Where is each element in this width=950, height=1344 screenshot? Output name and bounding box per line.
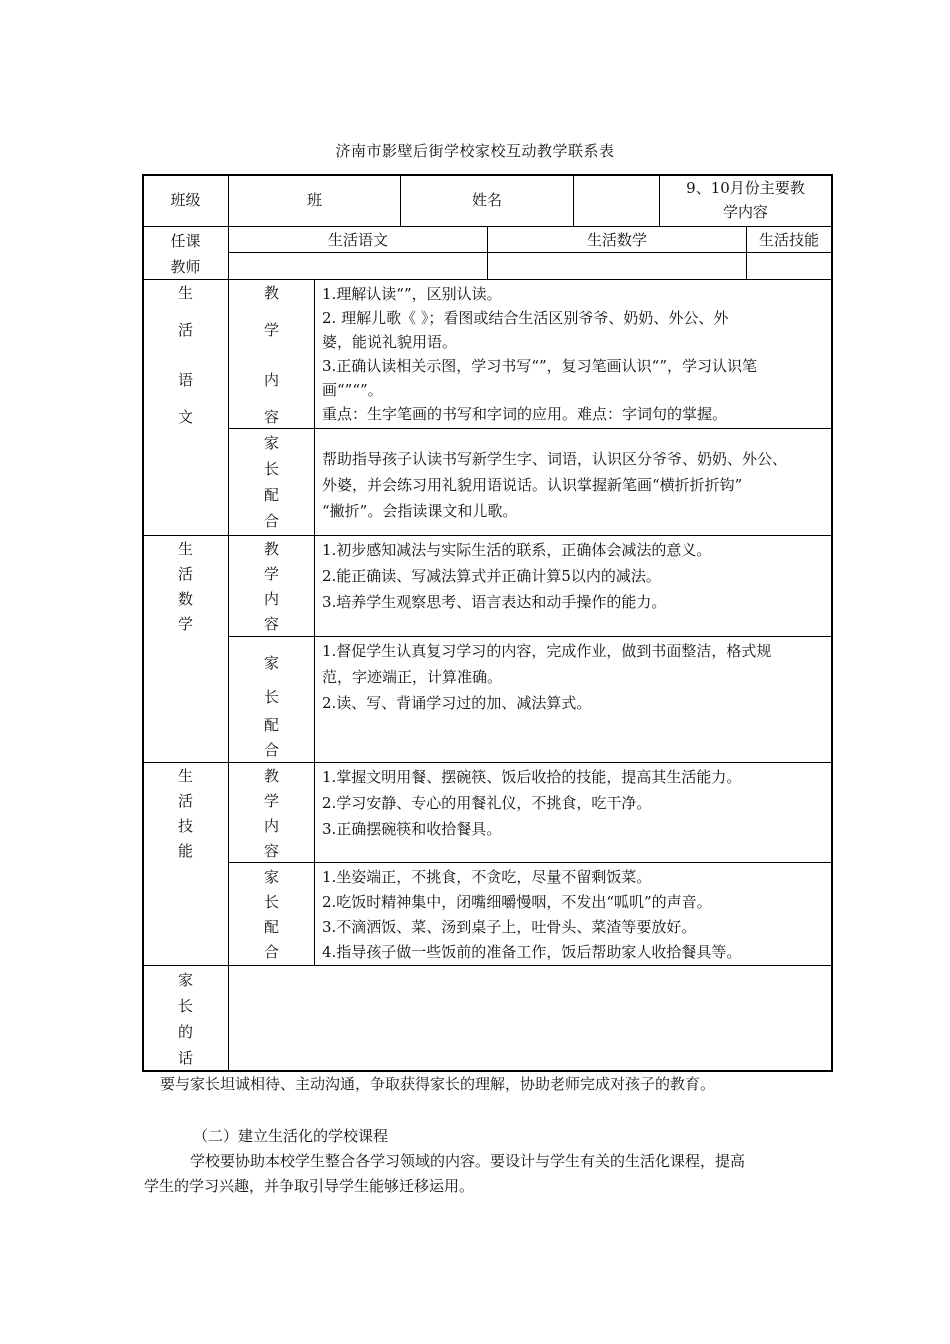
subject-jineng: 生活技能 (758, 231, 819, 249)
content-label-line-1: 9、10月份主要教 (686, 179, 805, 197)
content-line: “撇折”。会指读课文和儿歌。 (322, 502, 518, 520)
label-char: 的 (177, 1023, 193, 1041)
content-line: 外婆，并会练习用礼貌用语说话。认识掌握新笔画“横折折折钩” (322, 476, 743, 494)
parent-words-field[interactable] (230, 967, 830, 1069)
content-line: 3.正确认读相关示图，学习书写“”，复习笔画认识“”，学习认识笔 (322, 357, 757, 375)
content-line: 4.指导孩子做一些饭前的准备工作，饭后帮助家人收拾餐具等。 (322, 943, 742, 961)
jineng-parent-label (229, 865, 314, 965)
content-line: 婆，能说礼貌用语。 (322, 333, 458, 351)
jineng-parent-content (322, 865, 741, 965)
parent-words-label (143, 967, 228, 1071)
name-label: 姓名 (471, 191, 502, 209)
content-line: 2.读、写、背诵学习过的加、减法算式。 (322, 694, 592, 712)
teacher-label (143, 228, 228, 280)
label-char: 生 (177, 767, 193, 785)
grid-line (228, 252, 833, 253)
jineng-teach-content (322, 764, 741, 842)
content-line: 1.初步感知减法与实际生活的联系，正确体会减法的意义。 (322, 541, 712, 559)
label-char: 家 (263, 654, 279, 672)
label-char: 内 (263, 590, 279, 608)
label-char: 语 (177, 371, 193, 389)
jineng-teach-label (229, 764, 314, 864)
grid-line (228, 428, 833, 429)
label-char: 文 (177, 408, 193, 426)
grid-line (142, 279, 833, 280)
subject-shuxue: 生活数学 (586, 231, 647, 249)
body-line: 学校要协助本校学生整合各学习领域的内容。要设计与学生有关的生活化课程，提高 (190, 1152, 746, 1170)
subject-yuwen: 生活语文 (327, 231, 388, 249)
shuxue-teach-label (229, 537, 314, 637)
content-line: 3.不滴洒饭、菜、汤到桌子上，吐骨头、菜渣等要放好。 (322, 918, 697, 936)
label-char: 活 (177, 792, 193, 810)
class-value: 班 (306, 191, 322, 209)
label-char: 长 (263, 460, 279, 478)
teacher-label-line-2: 教师 (170, 258, 201, 276)
content-line: 画“”“”。 (322, 381, 383, 399)
class-label: 班级 (170, 191, 201, 209)
label-char: 话 (177, 1049, 193, 1067)
content-line: 3.培养学生观察思考、语言表达和动手操作的能力。 (322, 593, 667, 611)
yuwen-section-label (143, 281, 228, 429)
label-char: 配 (263, 918, 279, 936)
label-char: 配 (263, 716, 279, 734)
content-line: 2.能正确读、写减法算式并正确计算5以内的减法。 (322, 567, 661, 585)
grid-line (142, 965, 833, 966)
label-char: 长 (263, 688, 279, 706)
grid-line (142, 762, 833, 763)
label-char: 教 (263, 284, 279, 302)
content-line: 2.学习安静、专心的用餐礼仪，不挑食，吃干净。 (322, 794, 652, 812)
content-line: 1.理解认读“”，区别认读。 (322, 285, 502, 303)
table-border-right (831, 174, 833, 1072)
shuxue-parent-label (229, 651, 314, 762)
label-char: 容 (263, 408, 279, 426)
content-line: 2. 理解儿歌《 》；看图或结合生活区别爷爷、奶奶、外公、外 (322, 309, 729, 327)
section-body (144, 1149, 824, 1199)
label-char: 长 (263, 893, 279, 911)
yuwen-parent-content (322, 446, 787, 524)
grid-line (228, 636, 833, 637)
teacher-label-line-1: 任课 (170, 232, 201, 250)
content-label (660, 176, 831, 224)
label-char: 教 (263, 767, 279, 785)
label-char: 家 (177, 971, 193, 989)
content-line: 范，字迹端正，计算准确。 (322, 668, 503, 686)
yuwen-parent-label (229, 430, 314, 534)
section-heading: （二）建立生活化的学校课程 (193, 1127, 389, 1145)
page-title: 济南市影壁后街学校家校互动教学联系表 (335, 142, 615, 160)
label-char: 生 (177, 284, 193, 302)
label-char: 技 (177, 817, 193, 835)
label-char: 数 (177, 590, 193, 608)
label-char: 合 (263, 512, 279, 530)
content-label-line-2: 学内容 (722, 203, 768, 221)
label-char: 学 (263, 321, 279, 339)
label-char: 教 (263, 540, 279, 558)
shuxue-parent-content (322, 638, 771, 716)
content-line: 1.掌握文明用餐、摆碗筷、饭后收拾的技能，提高其生活能力。 (322, 768, 742, 786)
label-char: 活 (177, 565, 193, 583)
grid-line (142, 535, 833, 536)
body-line: 学生的学习兴趣，并争取引导学生能够迁移运用。 (144, 1177, 475, 1195)
label-char: 学 (263, 565, 279, 583)
label-char: 活 (177, 321, 193, 339)
label-char: 内 (263, 817, 279, 835)
label-char: 生 (177, 540, 193, 558)
content-line: 2.吃饭时精神集中，闭嘴细嚼慢咽，不发出“呱叽”的声音。 (322, 893, 712, 911)
shuxue-teach-content (322, 537, 711, 615)
yuwen-teach-label (229, 281, 314, 429)
label-char: 家 (263, 434, 279, 452)
label-char: 家 (263, 868, 279, 886)
label-char: 配 (263, 486, 279, 504)
content-line: 帮助指导孩子认读书写新学生字、词语，认识区分爷爷、奶奶、外公、 (322, 450, 788, 468)
label-char: 容 (263, 842, 279, 860)
content-line: 1.督促学生认真复习学习的内容，完成作业，做到书面整洁，格式规 (322, 642, 772, 660)
label-char: 长 (177, 997, 193, 1015)
content-line: 1.坐姿端正，不挑食，不贪吃，尽量不留剩饭菜。 (322, 868, 652, 886)
content-line: 重点：生字笔画的书写和字词的应用。难点：字词句的掌握。 (322, 405, 728, 423)
grid-line (228, 862, 833, 863)
grid-line (573, 174, 574, 227)
label-char: 学 (177, 615, 193, 633)
shuxue-section-label (143, 537, 228, 637)
label-char: 合 (263, 741, 279, 759)
label-char: 内 (263, 371, 279, 389)
yuwen-teach-content (322, 282, 757, 426)
label-char: 容 (263, 615, 279, 633)
jineng-section-label (143, 764, 228, 864)
content-line: 3.正确摆碗筷和收拾餐具。 (322, 820, 502, 838)
label-char: 合 (263, 943, 279, 961)
label-char: 学 (263, 792, 279, 810)
label-char: 能 (177, 842, 193, 860)
after-table-note: 要与家长坦诚相待、主动沟通，争取获得家长的理解，协助老师完成对孩子的教育。 (160, 1075, 716, 1093)
